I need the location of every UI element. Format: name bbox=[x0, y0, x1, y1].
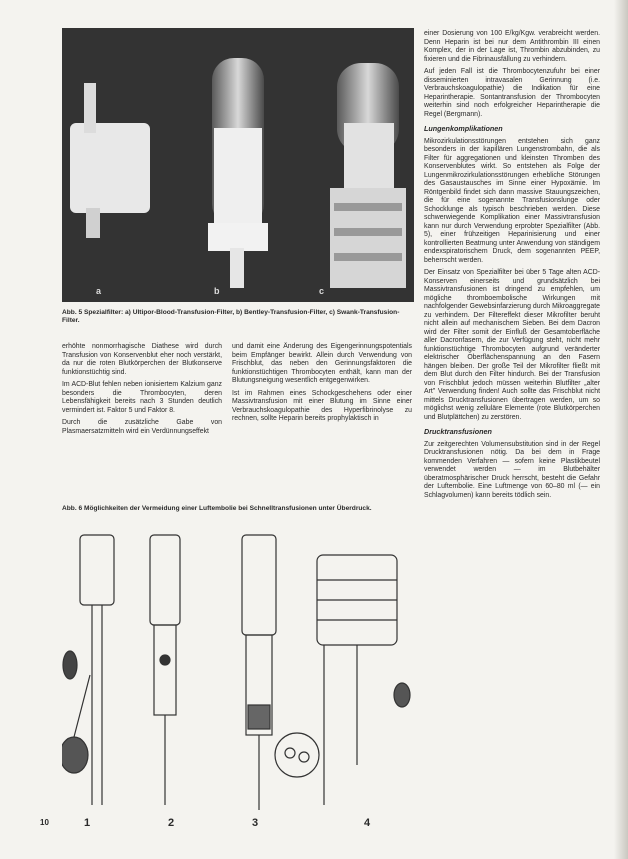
paragraph: Ist im Rahmen eines Schockgeschehens oder einer Massivtransfusion mit einer Blutung im Sinne einer Verbrauchskoagulopathie des Hyperfibrinolyse zu rechnen, sollte Heparin bereits prophylaktisch in bbox=[232, 389, 412, 422]
paragraph: Mikrozirkulationsstörungen entstehen sich ganz besonders in der kapillären Lungenstrombahn, die als Filter für aggregationen und kleinsten Thromben des Konservenblutes wirkt. So entstehen als Folge der Lungenmikrozirkulationsstörungen erhebliche Störungen des Gasaustausches im Sinne einer Hypoxämie. Im Röntgenbild findet sich dann massive Stauungszeichen, die für eine sogenannte Transfusionslunge oder Schocklunge als typisch beschrieben werden. Diese schwerwiegende Komplikation einer Massivtransfusion kann nur durch Verwendung erprobter Spezialfilter (Abb. 5), einer frühzeitigen Heparinisierung und einer kontrollierten Beatmung unter Anwendung von ständigem endexspiratorischem Druck, dem sogenannten PEEP, beherrscht werden. bbox=[424, 137, 600, 264]
transfusion-drawing bbox=[62, 525, 414, 835]
text-column-right bbox=[424, 30, 600, 504]
figure-6-caption: Abb. 6 Möglichkeiten der Vermeidung einer Luftembolie bei Schnelltransfusionen unter Überdruck. bbox=[62, 505, 372, 512]
text-column-left bbox=[62, 343, 222, 440]
section-heading-lung: Lungenkomplikationen bbox=[424, 124, 503, 133]
photo-label-b: b bbox=[214, 286, 220, 296]
drawing-label-4: 4 bbox=[364, 817, 371, 829]
filter-photo bbox=[62, 28, 414, 302]
drawing-label-1: 1 bbox=[84, 817, 91, 829]
photo-label-a: a bbox=[96, 286, 102, 296]
paragraph: einer Dosierung von 100 E/kg/Kgw. verabreicht werden. Denn Heparin ist bei nur dem Antithrombin III einen Komplex, der in der Lage ist, Thrombin abzubinden, zu fixieren und die Fibrinausfällung zu verhindern. bbox=[424, 30, 600, 63]
paragraph: Der Einsatz von Spezialfilter bei über 5 Tage alten ACD-Konserven einerseits und grundsätzlich bei Massivtransfusionen ist dringend zu empfehlen, um mögliche thromboembolische Wirkungen mit nachfolgender Gewebsinfarzierung durch Mikroaggregate zu verhindern. Der Filtereffekt dieser Mikrofilter beruht nicht allein auf mechanischem Sieben. Bei dem Dacron wird der Filter somit der Einfluß der Gesamtoberfläche aller Dacronfasern, die zur Verfügung steht, nicht mehr funktionstüchtige Thrombocyten aufgrund veränderter elektrischer Oberflächenspannung an den Fasern hängen bleiben. Der große Teil der Mikrofilter fließt mit dem Blut durch den Filter hindurch. Bei der Transfusion von Frischblut jedoch müssen weiterhin Blutfilter „alter Art" Verwendung finden! Auch sollte das Frischblut nicht mittels Drucktransfusionen übertragen werden, um so möglichst wenig zelluläre Elemente (rote Blutkörperchen und Blutplättchen) zu zerstören. bbox=[424, 269, 600, 421]
drawing-label-2: 2 bbox=[168, 817, 175, 829]
paragraph: Durch die zusätzliche Gabe von Plasmaersatzmitteln wird ein Verdünnungseffekt bbox=[62, 419, 222, 435]
photo-label-c: c bbox=[319, 286, 325, 296]
text-column-middle bbox=[232, 343, 412, 428]
paragraph: Zur zeitgerechten Volumensubstitution sind in der Regel Drucktransfusionen nötig. Da bei dem in Frage kommenden Verfahren — sofern keine Plastikbeutel verwendet werden — im Blutbehälter überatmosphärischer Druck herrscht, besteht die Gefahr der Luftembolie. Eine Luftmenge von 60–80 ml (— ein Schlagvolumen) kann bereits tödlich sein. bbox=[424, 440, 600, 499]
paragraph: Im ACD-Blut fehlen neben ionisiertem Kalzium ganz besonders die Thrombocyten, deren Lebensfähigkeit bereits nach 3 Stunden deutlich vermindert ist. Faktor 5 und Faktor 8. bbox=[62, 381, 222, 414]
page-number: 10 bbox=[40, 818, 49, 827]
paragraph: Auf jeden Fall ist die Thrombocytenzufuhr bei einer disseminierten intravasalen Gerinnung (i.e. Verbrauchskoagulopathie) die Indikation für eine Heparintherapie. Sontantransfusion der Thrombocyten weiterhin sind noch erfolgreicher Heparintherapie die Regel (Bergmann). bbox=[424, 68, 600, 118]
paragraph: und damit eine Änderung des Eigengerinnungspotentials beim Empfänger bewirkt. Allein durch Verwendung von Frischblut, das neben den Gerinnungsfaktoren die funktionstüchtigen Thrombocyten enthält, kann man der Blutungsneigung wesentlich entgegenwirken. bbox=[232, 343, 412, 384]
page-edge-shadow bbox=[614, 0, 628, 859]
figure-5-caption: Abb. 5 Spezialfilter: a) Ultipor-Blood-Transfusion-Filter, b) Bentley-Transfusion-Filter, c) Swank-Transfusion-Filter. bbox=[62, 309, 400, 325]
paragraph: erhöhte nonmorrhagische Diathese wird durch Transfusion von Konservenblut eher noch verstärkt, da nur die roten Blutkörperchen der Blutkonserve funktionstüchtig sind. bbox=[62, 343, 222, 376]
section-heading-druck: Drucktransfusionen bbox=[424, 427, 492, 436]
drawing-label-3: 3 bbox=[252, 817, 259, 829]
